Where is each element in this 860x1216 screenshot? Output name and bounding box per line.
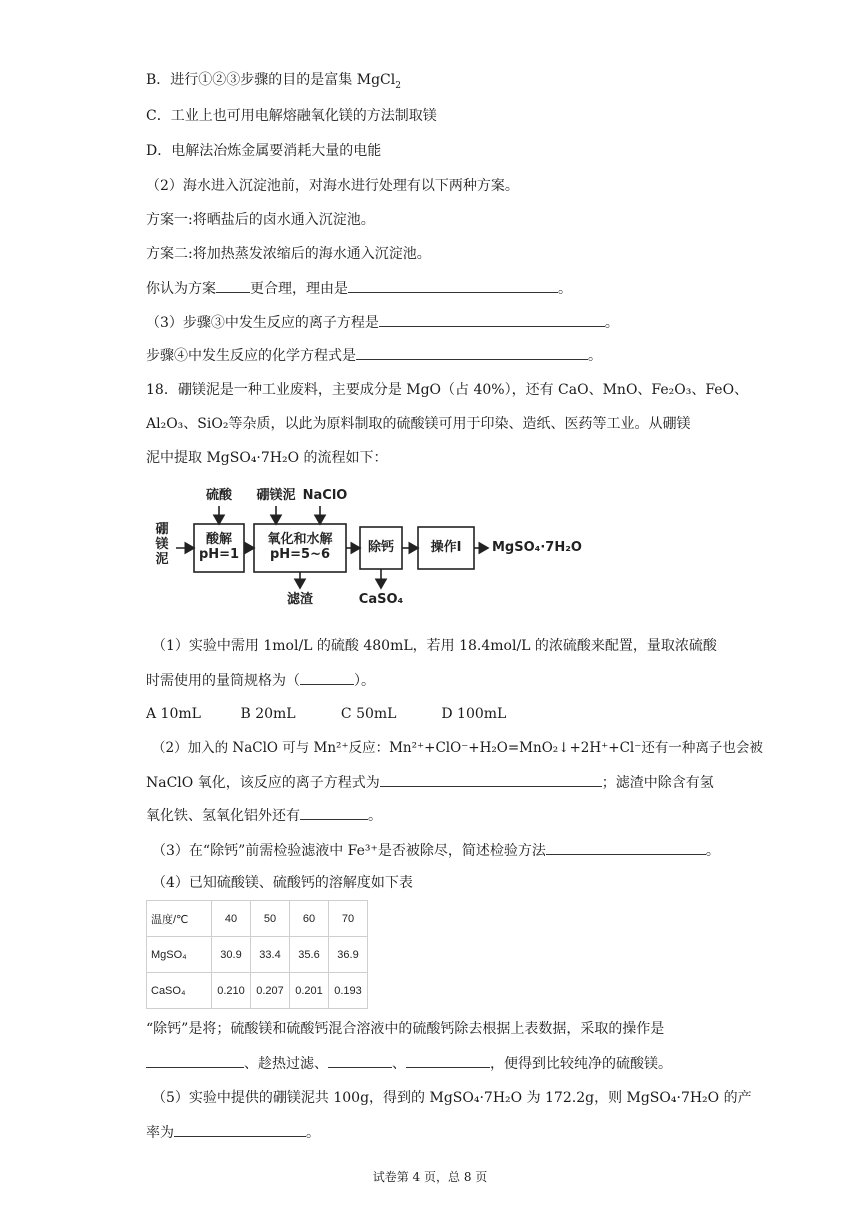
plan-2: 方案二:将加热蒸发浓缩后的海水通入沉淀池。	[146, 246, 431, 262]
sub-question-2-line-3: 氧化铁、氢氧化铝外还有 。	[146, 805, 382, 826]
box-oxidation-hydrolysis: 氧化和水解 pH=5~6	[267, 532, 333, 562]
answer-blank	[379, 312, 605, 327]
residue-label: 滤渣	[286, 592, 313, 607]
box-operation-1: 操作Ⅰ	[430, 540, 462, 555]
sub-question-1-line-2: 时需使用的量筒规格为（ ）。	[146, 670, 375, 691]
sub-question-5-line-1: （5）实验中提供的硼镁泥共 100g，得到的 MgSO₄·7H₂O 为 172.2g，则 MgSO₄·7H₂O 的产	[152, 1090, 752, 1106]
page-footer: 试卷第 4 页，总 8 页	[372, 1170, 488, 1184]
table-header-cell: 70	[329, 901, 368, 937]
process-flow-diagram	[150, 482, 600, 612]
sub-question-4-text: “除钙”是将；硫酸镁和硫酸钙混合溶液中的硫酸钙除去根据上表数据，采取的操作是	[146, 1021, 665, 1037]
answer-blank	[356, 345, 588, 360]
answer-blank	[146, 1053, 244, 1068]
problem-18-line-3: 泥中提取 MgSO₄·7H₂O 的流程如下：	[146, 450, 388, 466]
table-header-cell: 60	[290, 901, 329, 937]
sub-question-5-line-2: 率为 。	[146, 1122, 320, 1143]
table-header-cell: 50	[251, 901, 290, 937]
answer-blank	[216, 278, 250, 293]
option-d: D．电解法冶炼金属要消耗大量的电能	[146, 143, 382, 159]
option-b-choice: B 20mL	[240, 706, 296, 722]
answer-blank	[348, 278, 558, 293]
table-cell: 0.207	[251, 973, 290, 1009]
inlet-label: 硼 镁 泥	[155, 522, 169, 567]
option-c: C．工业上也可用电解熔融氧化镁的方法制取镁	[146, 108, 437, 124]
table-cell: 0.193	[329, 973, 368, 1009]
question-2-ask: 你认为方案 更合理，理由是 。	[146, 278, 572, 299]
table-cell: CaSO₄	[147, 973, 212, 1009]
table-cell: 35.6	[290, 937, 329, 973]
reagent-1-label: 硼镁泥	[256, 488, 296, 503]
sub-question-3: （3）在“除钙”前需检验滤液中 Fe³⁺是否被除尽，简述检验方法 。	[152, 840, 720, 861]
box-acid-hydrolysis: 酸解 pH=1	[198, 532, 240, 562]
table-row	[147, 973, 368, 1009]
plan-1: 方案一:将晒盐后的卤水通入沉淀池。	[146, 212, 375, 228]
table-cell: 0.210	[212, 973, 251, 1009]
option-d-choice: D 100mL	[441, 706, 507, 722]
box-calcium-removal: 除钙	[367, 540, 394, 555]
problem-18-line-1: 18．硼镁泥是一种工业废料，主要成分是 MgO（占 40%），还有 CaO、MnO、Fe₂O₃、FeO、	[146, 382, 749, 398]
table-row	[147, 901, 368, 937]
sub-question-4: （4）已知硫酸镁、硫酸钙的溶解度如下表	[152, 875, 413, 891]
question-4: 步骤④中发生反应的化学方程式是 。	[146, 345, 602, 366]
table-cell: 33.4	[251, 937, 290, 973]
answer-blank	[300, 805, 368, 820]
option-b: B．进行①②③步骤的目的是富集 MgCl$_2$	[146, 72, 401, 91]
answer-blank	[328, 1053, 392, 1068]
caso4-label: CaSO₄	[358, 592, 404, 607]
answer-blank	[546, 840, 706, 855]
sub-question-2-line-2: NaClO 氧化，该反应的离子方程式为 ；滤渣中除含有氢	[146, 772, 714, 793]
answer-blank	[300, 670, 354, 685]
table-cell: 30.9	[212, 937, 251, 973]
reagent-2-label: NaClO	[302, 488, 348, 503]
table-cell: 36.9	[329, 937, 368, 973]
product-label: MgSO₄·7H₂O	[492, 540, 582, 555]
option-c-choice: C 50mL	[340, 706, 397, 722]
sub-question-1-line-1: （1）实验中需用 1mol/L 的硫酸 480mL，若用 18.4mol/L 的浓硫酸来配置，量取浓硫酸	[152, 638, 717, 654]
acid-label: 硫酸	[205, 488, 232, 503]
answer-blank	[406, 1053, 490, 1068]
problem-18-line-2: Al₂O₃、SiO₂等杂质，以此为原料制取的硫酸镁可用于印染、造纸、医药等工业。从硼镁	[146, 416, 691, 432]
sub-question-2-line-1: （2）加入的 NaClO 可与 Mn²⁺反应：Mn²⁺+ClO⁻+H₂O=MnO₂↓+2H⁺+Cl⁻还有一种离子也会被	[152, 740, 763, 756]
table-header-cell: 40	[212, 901, 251, 937]
table-row	[147, 937, 368, 973]
table-cell: 0.201	[290, 973, 329, 1009]
option-a-choice: A 10mL	[146, 706, 201, 722]
answer-blank	[174, 1122, 306, 1137]
solubility-table	[146, 900, 368, 1009]
table-header-cell: 温度/℃	[147, 901, 212, 937]
question-3: （3）步骤③中发生反应的离子方程是 。	[146, 312, 619, 333]
sub-question-4-blanks: 、趁热过滤、 、 ，便得到比较纯净的硫酸镁。	[146, 1053, 672, 1074]
question-2: （2）海水进入沉淀池前，对海水进行处理有以下两种方案。	[146, 178, 519, 194]
choice-options	[146, 704, 506, 724]
answer-blank	[380, 772, 602, 787]
table-cell: MgSO₄	[147, 937, 212, 973]
